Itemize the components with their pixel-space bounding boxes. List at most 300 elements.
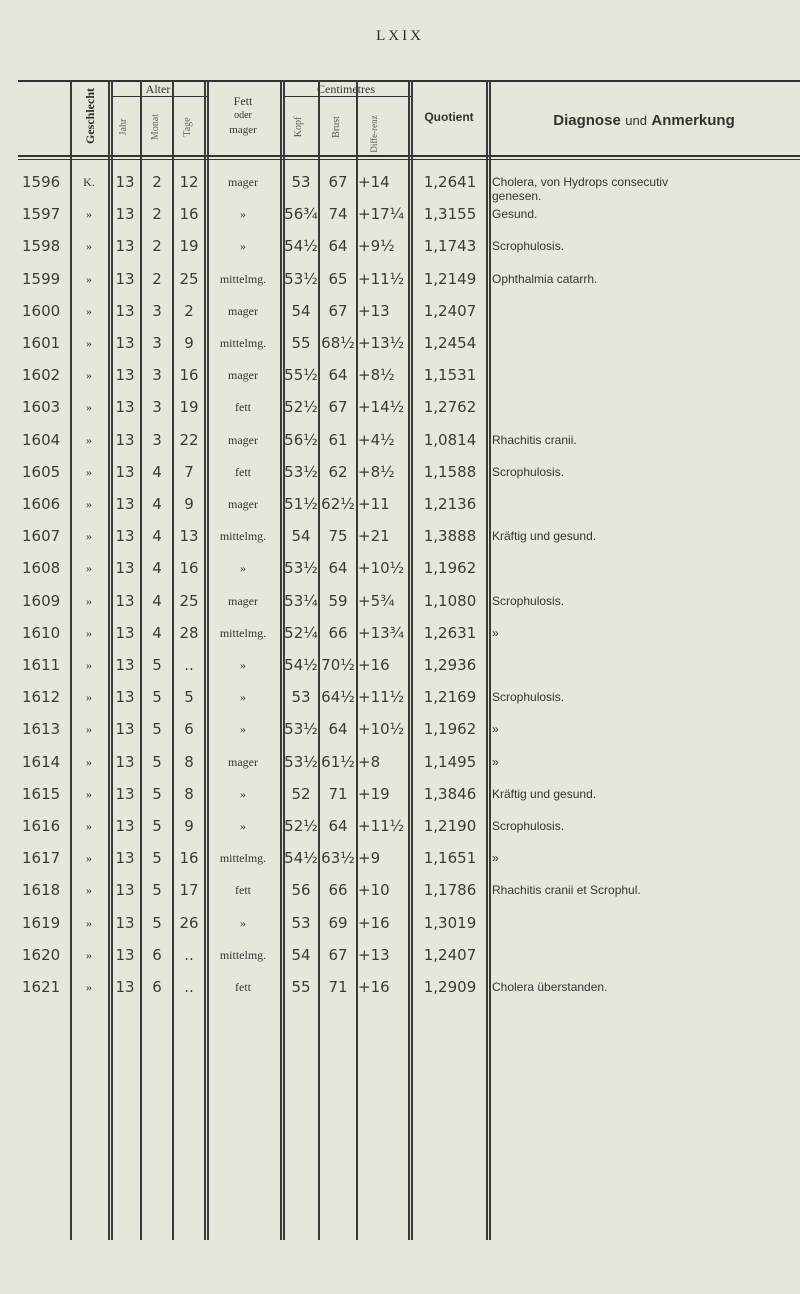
cell-differenz: +13¾ xyxy=(358,623,405,642)
cell-tage: 19 xyxy=(179,237,199,256)
cell-fett: mager xyxy=(228,432,258,447)
cell-monat: 5 xyxy=(152,688,162,707)
table-row xyxy=(0,621,800,653)
table-row xyxy=(0,234,800,266)
cell-quotient: 1,1531 xyxy=(423,366,477,385)
cell-kopf: 56½ xyxy=(284,430,318,449)
table-row xyxy=(0,975,800,1007)
table-row xyxy=(0,685,800,717)
cell-tage: 2 xyxy=(184,301,194,320)
cell-monat: 5 xyxy=(152,913,162,932)
cell-fett: mittelmg. xyxy=(219,529,267,544)
cell-brust: 65 xyxy=(328,269,348,288)
table-row xyxy=(0,878,800,910)
table-row xyxy=(0,750,800,782)
cell-quotient: 1,2936 xyxy=(423,656,477,674)
cell-diagnose: » xyxy=(492,851,499,866)
cell-nr: 1602 xyxy=(22,366,61,385)
table-row xyxy=(0,556,800,588)
cell-geschlecht: » xyxy=(86,303,92,318)
table-row xyxy=(0,653,800,685)
cell-geschlecht: » xyxy=(86,915,92,930)
cell-differenz: +11 xyxy=(358,495,390,513)
cell-monat: 3 xyxy=(152,334,162,352)
cell-kopf: 53 xyxy=(291,173,311,191)
cell-tage: 13 xyxy=(179,527,199,546)
cell-fett: » xyxy=(240,690,246,705)
cell-geschlecht: » xyxy=(86,561,92,576)
cell-kopf: 53½ xyxy=(284,752,318,771)
header-mager: mager xyxy=(229,124,257,136)
cell-kopf: 53½ xyxy=(284,559,318,578)
cell-brust: 59 xyxy=(328,591,348,610)
table-row xyxy=(0,846,800,878)
cell-quotient: 1,2169 xyxy=(423,688,477,707)
table-row xyxy=(0,911,800,943)
cell-nr: 1596 xyxy=(22,173,61,191)
cell-brust: 64 xyxy=(328,366,348,385)
cell-monat: 5 xyxy=(152,752,162,771)
table-row xyxy=(0,717,800,749)
cell-differenz: +14 xyxy=(358,173,390,191)
cell-diagnose: Ophthalmia catarrh. xyxy=(492,271,598,286)
header-brust: Brust xyxy=(331,116,342,138)
cell-fett: » xyxy=(240,819,246,833)
cell-fett: mager xyxy=(228,593,258,608)
cell-quotient: 1,3155 xyxy=(423,205,477,224)
cell-nr: 1616 xyxy=(22,817,61,835)
cell-diagnose: Scrophulosis. xyxy=(492,464,565,479)
cell-nr: 1598 xyxy=(22,237,61,256)
cell-tage: 8 xyxy=(184,752,194,771)
header-diagnose xyxy=(492,112,796,130)
cell-fett: fett xyxy=(235,980,251,994)
cell-monat: 3 xyxy=(152,430,162,449)
cell-differenz: +9 xyxy=(358,849,381,868)
page-number: LXIX xyxy=(376,28,424,44)
cell-differenz: +16 xyxy=(358,978,390,996)
cell-jahr: 13 xyxy=(115,849,135,868)
cell-quotient: 1,3019 xyxy=(423,913,477,932)
cell-nr: 1600 xyxy=(22,301,61,320)
cell-geschlecht: » xyxy=(86,432,92,447)
cell-fett: mager xyxy=(228,175,258,189)
cell-geschlecht: » xyxy=(86,207,92,222)
cell-kopf: 54½ xyxy=(284,656,318,674)
cell-fett: mittelmg. xyxy=(219,271,267,286)
cell-nr: 1604 xyxy=(22,430,61,449)
table-row xyxy=(0,267,800,299)
cell-monat: 2 xyxy=(152,173,162,191)
cell-brust: 75 xyxy=(328,527,348,546)
cell-monat: 4 xyxy=(152,559,162,578)
cell-fett: mager xyxy=(228,497,258,511)
cell-jahr: 13 xyxy=(115,462,135,481)
cell-geschlecht: » xyxy=(86,271,92,286)
cell-nr: 1609 xyxy=(22,591,61,610)
cell-kopf: 53½ xyxy=(284,462,318,481)
cell-jahr: 13 xyxy=(115,301,135,320)
cell-nr: 1605 xyxy=(22,462,61,481)
header-geschlecht: Geschlecht xyxy=(83,88,97,144)
cell-differenz: +4½ xyxy=(358,430,395,449)
cell-geschlecht: » xyxy=(86,239,92,254)
cell-brust: 64 xyxy=(328,237,348,256)
cell-brust: 64 xyxy=(328,559,348,578)
cell-geschlecht: » xyxy=(86,464,92,479)
cell-fett: fett xyxy=(235,464,251,479)
cell-brust: 64 xyxy=(328,817,348,835)
cell-jahr: 13 xyxy=(115,752,135,771)
cell-quotient: 1,1495 xyxy=(423,752,477,771)
cell-monat: 5 xyxy=(152,849,162,868)
cell-fett: mittelmg. xyxy=(219,851,267,866)
cell-quotient: 1,1962 xyxy=(423,559,477,578)
cell-brust: 71 xyxy=(328,784,348,803)
cell-jahr: 13 xyxy=(115,688,135,707)
cell-nr: 1618 xyxy=(22,881,61,900)
header-oder: oder xyxy=(234,110,252,121)
cell-monat: 3 xyxy=(152,301,162,320)
cell-geschlecht: » xyxy=(86,625,92,640)
cell-kopf: 52¼ xyxy=(284,623,318,642)
cell-diagnose: Scrophulosis. xyxy=(492,593,565,608)
header-diagnose-anmerkung: Anmerkung xyxy=(651,112,735,129)
cell-diagnose: » xyxy=(492,722,499,737)
cell-diagnose: Kräftig und gesund. xyxy=(492,786,597,801)
cell-brust: 74 xyxy=(328,205,348,224)
cell-kopf: 56 xyxy=(291,881,311,900)
cell-tage: 5 xyxy=(184,688,194,707)
cell-fett: mittelmg. xyxy=(219,625,267,640)
cell-kopf: 53½ xyxy=(284,720,318,739)
cell-kopf: 54 xyxy=(291,527,311,546)
cell-tage: .. xyxy=(184,978,194,996)
table-row xyxy=(0,299,800,331)
cell-fett: mittelmg. xyxy=(219,947,267,962)
header-kopf: Kopf xyxy=(293,116,304,138)
cell-geschlecht: » xyxy=(86,722,92,737)
cell-diagnose: Scrophulosis. xyxy=(492,819,565,833)
cell-quotient: 1,2641 xyxy=(423,173,477,191)
cell-nr: 1611 xyxy=(22,656,61,674)
cell-tage: 25 xyxy=(179,591,199,610)
cell-differenz: +14½ xyxy=(358,398,405,417)
cell-quotient: 1,2762 xyxy=(423,398,477,417)
header-fett: Fett xyxy=(233,94,253,108)
cell-brust: 67 xyxy=(328,398,348,417)
cell-monat: 4 xyxy=(152,462,162,481)
cell-jahr: 13 xyxy=(115,720,135,739)
cell-quotient: 1,2407 xyxy=(423,301,477,320)
cell-tage: 16 xyxy=(179,366,199,385)
cell-tage: 26 xyxy=(179,913,199,932)
cell-differenz: +8 xyxy=(358,752,381,771)
cell-fett: fett xyxy=(235,400,251,415)
cell-monat: 2 xyxy=(152,205,162,224)
table-row xyxy=(0,170,800,202)
cell-differenz: +21 xyxy=(358,527,390,546)
cell-quotient: 1,2454 xyxy=(423,334,477,352)
cell-nr: 1599 xyxy=(22,269,61,288)
table-row xyxy=(0,363,800,395)
header-jahr: Jahr xyxy=(118,118,129,136)
cell-monat: 5 xyxy=(152,817,162,835)
cell-brust: 66 xyxy=(328,623,348,642)
cell-monat: 4 xyxy=(152,495,162,513)
cell-jahr: 13 xyxy=(115,978,135,996)
cell-kopf: 54½ xyxy=(284,237,318,256)
cell-quotient: 1,1588 xyxy=(423,462,477,481)
table-row xyxy=(0,782,800,814)
header-diagnose-und: und xyxy=(625,113,647,128)
table-row xyxy=(0,814,800,846)
cell-quotient: 1,0814 xyxy=(423,430,477,449)
table-row xyxy=(0,589,800,621)
cell-quotient: 1,3846 xyxy=(423,784,477,803)
cell-brust: 63½ xyxy=(321,849,355,868)
header-diagnose-main: Diagnose xyxy=(553,112,621,129)
cell-differenz: +17¼ xyxy=(358,205,405,224)
cell-nr: 1606 xyxy=(22,495,61,513)
cell-jahr: 13 xyxy=(115,784,135,803)
cell-fett: mager xyxy=(228,754,258,769)
cell-fett: » xyxy=(240,561,246,576)
cell-quotient: 1,2136 xyxy=(423,495,477,513)
cell-differenz: +10½ xyxy=(358,559,405,578)
cell-brust: 64 xyxy=(328,720,348,739)
cell-fett: mager xyxy=(228,303,258,318)
cell-differenz: +8½ xyxy=(358,462,395,481)
cell-tage: 17 xyxy=(179,881,199,900)
cell-kopf: 53 xyxy=(291,913,311,932)
cell-geschlecht: » xyxy=(86,980,92,994)
cell-kopf: 56¾ xyxy=(284,205,318,224)
cell-jahr: 13 xyxy=(115,656,135,674)
header-differenz: Diffe-renz xyxy=(369,115,379,153)
cell-tage: 19 xyxy=(179,398,199,417)
cell-differenz: +5¾ xyxy=(358,591,395,610)
cell-nr: 1621 xyxy=(22,978,61,996)
cell-quotient: 1,1651 xyxy=(423,849,477,868)
cell-tage: 16 xyxy=(179,849,199,868)
cell-monat: 2 xyxy=(152,269,162,288)
cell-brust: 67 xyxy=(328,301,348,320)
cell-brust: 62 xyxy=(328,462,348,481)
cell-nr: 1597 xyxy=(22,205,61,224)
cell-jahr: 13 xyxy=(115,173,135,191)
cell-geschlecht: » xyxy=(86,336,92,350)
cell-diagnose: Rhachitis cranii. xyxy=(492,432,577,447)
cell-jahr: 13 xyxy=(115,945,135,964)
cell-nr: 1614 xyxy=(22,752,61,771)
cell-diagnose-continued: genesen. xyxy=(492,189,542,203)
cell-differenz: +10 xyxy=(358,881,390,900)
cell-jahr: 13 xyxy=(115,205,135,224)
cell-nr: 1617 xyxy=(22,849,61,868)
cell-nr: 1607 xyxy=(22,527,61,546)
cell-monat: 6 xyxy=(152,945,162,964)
cell-differenz: +19 xyxy=(358,784,390,803)
cell-diagnose: Gesund. xyxy=(492,207,538,222)
cell-jahr: 13 xyxy=(115,881,135,900)
cell-nr: 1613 xyxy=(22,720,61,739)
cell-quotient: 1,1786 xyxy=(423,881,477,900)
cell-diagnose: Scrophulosis. xyxy=(492,239,565,254)
cell-diagnose: Cholera überstanden. xyxy=(492,980,608,994)
cell-kopf: 51½ xyxy=(284,495,318,513)
cell-nr: 1603 xyxy=(22,398,61,417)
cell-monat: 3 xyxy=(152,398,162,417)
cell-tage: 9 xyxy=(184,495,194,513)
cell-kopf: 54 xyxy=(291,301,311,320)
cell-kopf: 55 xyxy=(291,334,311,352)
cell-monat: 6 xyxy=(152,978,162,996)
cell-brust: 68½ xyxy=(321,334,355,352)
cell-brust: 67 xyxy=(328,173,348,191)
cell-tage: 6 xyxy=(184,720,194,739)
cell-jahr: 13 xyxy=(115,237,135,256)
cell-brust: 66 xyxy=(328,881,348,900)
cell-nr: 1612 xyxy=(22,688,61,707)
table-row xyxy=(0,331,800,363)
cell-fett: » xyxy=(240,722,246,737)
cell-geschlecht: K. xyxy=(83,175,95,189)
cell-kopf: 55½ xyxy=(284,366,318,385)
cell-tage: 22 xyxy=(179,430,199,449)
cell-diagnose: Cholera, von Hydrops consecutiv xyxy=(492,175,669,189)
cell-differenz: +16 xyxy=(358,656,390,674)
table-row xyxy=(0,395,800,427)
cell-geschlecht: » xyxy=(86,754,92,769)
cell-geschlecht: » xyxy=(86,690,92,705)
cell-differenz: +16 xyxy=(358,913,390,932)
cell-jahr: 13 xyxy=(115,269,135,288)
cell-differenz: +9½ xyxy=(358,237,395,256)
cell-geschlecht: » xyxy=(86,593,92,608)
cell-quotient: 1,2909 xyxy=(423,978,477,996)
cell-kopf: 54½ xyxy=(284,849,318,868)
cell-geschlecht: » xyxy=(86,786,92,801)
cell-monat: 4 xyxy=(152,527,162,546)
cell-kopf: 54 xyxy=(291,945,311,964)
header-quotient: Quotient xyxy=(424,110,474,124)
cell-fett: » xyxy=(240,786,246,801)
cell-quotient: 1,2631 xyxy=(423,623,477,642)
cell-monat: 4 xyxy=(152,591,162,610)
cell-brust: 69 xyxy=(328,913,348,932)
cell-geschlecht: » xyxy=(86,851,92,866)
cell-jahr: 13 xyxy=(115,366,135,385)
cell-brust: 64½ xyxy=(321,688,355,707)
cell-tage: 16 xyxy=(179,205,199,224)
header-tage: Tage xyxy=(182,117,193,137)
cell-monat: 5 xyxy=(152,656,162,674)
cell-monat: 2 xyxy=(152,237,162,256)
cell-monat: 5 xyxy=(152,720,162,739)
cell-brust: 71 xyxy=(328,978,348,996)
cell-geschlecht: » xyxy=(86,497,92,511)
cell-differenz: +11½ xyxy=(358,817,405,835)
cell-tage: 7 xyxy=(184,462,194,481)
cell-tage: 12 xyxy=(179,173,199,191)
header-centimetres: Centimetres xyxy=(317,82,375,96)
cell-nr: 1619 xyxy=(22,913,61,932)
cell-tage: 9 xyxy=(184,334,194,352)
cell-kopf: 53 xyxy=(291,688,311,707)
cell-kopf: 52 xyxy=(291,784,311,803)
cell-quotient: 1,3888 xyxy=(423,527,477,546)
cell-diagnose: » xyxy=(492,754,499,769)
cell-differenz: +11½ xyxy=(358,688,405,707)
cell-differenz: +11½ xyxy=(358,269,405,288)
cell-kopf: 52½ xyxy=(284,398,318,417)
cell-diagnose: Kräftig und gesund. xyxy=(492,529,597,544)
header-alter: Alter xyxy=(145,82,171,96)
cell-nr: 1601 xyxy=(22,334,61,352)
cell-fett: » xyxy=(240,239,246,254)
cell-brust: 67 xyxy=(328,945,348,964)
cell-nr: 1620 xyxy=(22,945,61,964)
cell-tage: 25 xyxy=(179,269,199,288)
table-row xyxy=(0,202,800,234)
cell-geschlecht: » xyxy=(86,819,92,833)
cell-jahr: 13 xyxy=(115,591,135,610)
cell-geschlecht: » xyxy=(86,658,92,672)
cell-quotient: 1,1743 xyxy=(423,237,477,256)
cell-geschlecht: » xyxy=(86,368,92,383)
cell-jahr: 13 xyxy=(115,817,135,835)
cell-geschlecht: » xyxy=(86,883,92,898)
cell-diagnose: Rhachitis cranii et Scrophul. xyxy=(492,883,641,898)
cell-brust: 70½ xyxy=(321,656,355,674)
table-row xyxy=(0,428,800,460)
cell-jahr: 13 xyxy=(115,430,135,449)
cell-brust: 62½ xyxy=(321,495,355,513)
cell-diagnose: » xyxy=(492,625,499,640)
cell-jahr: 13 xyxy=(115,623,135,642)
cell-differenz: +8½ xyxy=(358,366,395,385)
cell-fett: mittelmg. xyxy=(219,336,267,350)
cell-jahr: 13 xyxy=(115,334,135,352)
cell-tage: 28 xyxy=(179,623,199,642)
cell-geschlecht: » xyxy=(86,400,92,415)
cell-tage: .. xyxy=(184,656,194,674)
cell-nr: 1610 xyxy=(22,623,61,642)
cell-tage: .. xyxy=(184,945,194,964)
cell-quotient: 1,1080 xyxy=(423,591,477,610)
cell-brust: 61½ xyxy=(321,752,355,771)
cell-jahr: 13 xyxy=(115,527,135,546)
cell-differenz: +13 xyxy=(358,945,390,964)
cell-jahr: 13 xyxy=(115,495,135,513)
cell-monat: 5 xyxy=(152,784,162,803)
cell-differenz: +13 xyxy=(358,301,390,320)
cell-diagnose: Scrophulosis. xyxy=(492,690,565,705)
cell-kopf: 55 xyxy=(291,978,311,996)
cell-differenz: +10½ xyxy=(358,720,405,739)
cell-nr: 1608 xyxy=(22,559,61,578)
cell-fett: mager xyxy=(228,368,258,383)
cell-jahr: 13 xyxy=(115,913,135,932)
cell-geschlecht: » xyxy=(86,947,92,962)
cell-tage: 9 xyxy=(184,817,194,835)
cell-fett: » xyxy=(240,658,246,672)
cell-quotient: 1,2407 xyxy=(423,945,477,964)
table-row xyxy=(0,460,800,492)
table-row xyxy=(0,943,800,975)
cell-fett: » xyxy=(240,915,246,930)
